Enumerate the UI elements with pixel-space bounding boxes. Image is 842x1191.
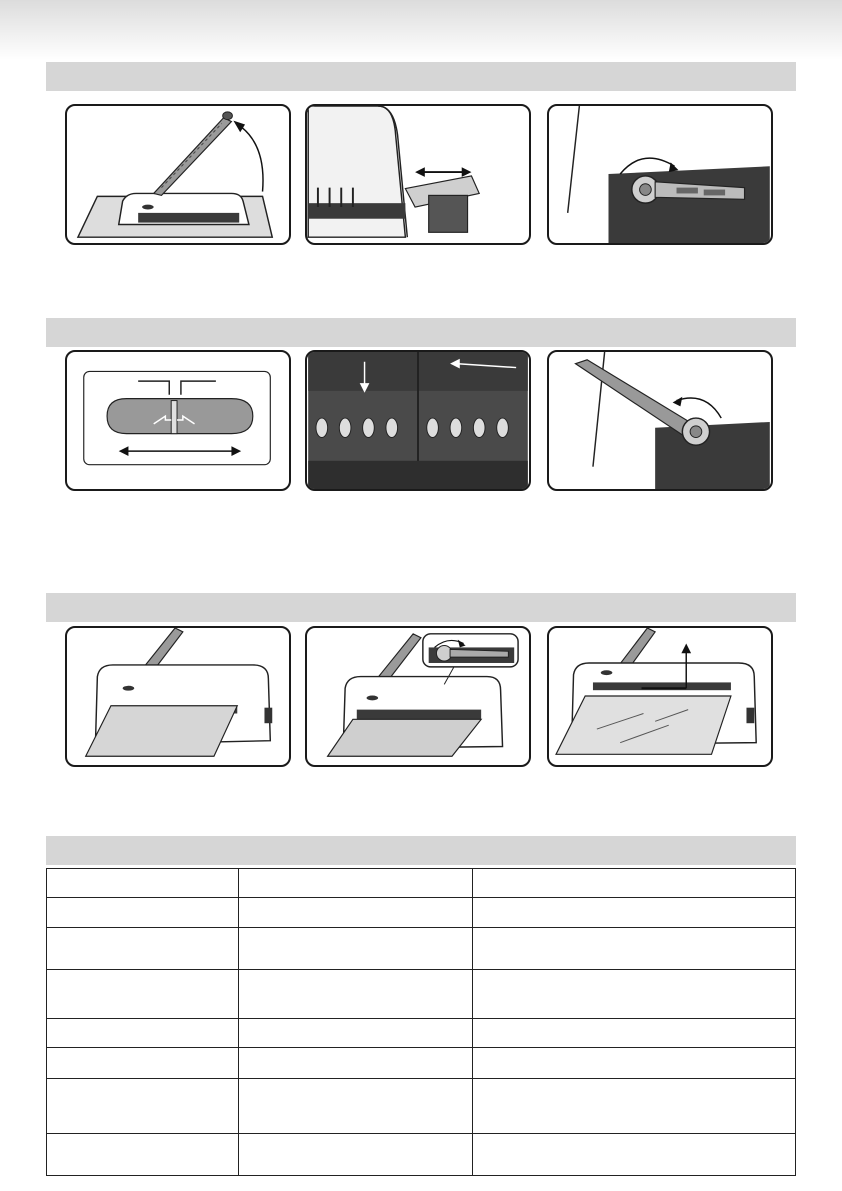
table-cell bbox=[238, 1019, 473, 1048]
table-row bbox=[47, 869, 796, 898]
section-bar-2 bbox=[46, 318, 796, 347]
table-row bbox=[47, 1048, 796, 1079]
table-row bbox=[47, 928, 796, 970]
illustration-close-lever bbox=[547, 350, 773, 491]
table-cell bbox=[238, 869, 473, 898]
section-bar-1 bbox=[46, 62, 796, 91]
illustration-punch-sheet bbox=[305, 626, 531, 767]
table-cell bbox=[47, 1079, 239, 1134]
illustration-open-handle bbox=[65, 104, 291, 245]
table-cell bbox=[473, 928, 796, 970]
header-gradient bbox=[0, 0, 842, 60]
table-cell bbox=[473, 1079, 796, 1134]
table-cell bbox=[238, 928, 473, 970]
table-cell bbox=[47, 898, 239, 928]
table-row bbox=[47, 898, 796, 928]
table-cell bbox=[238, 898, 473, 928]
table-row bbox=[47, 1134, 796, 1176]
table-cell bbox=[473, 869, 796, 898]
illustration-adjust-guide bbox=[305, 104, 531, 245]
table-cell bbox=[47, 1134, 239, 1176]
table-row bbox=[47, 1019, 796, 1048]
illustration-insert-paper bbox=[305, 350, 531, 491]
table-cell bbox=[473, 1134, 796, 1176]
table-cell bbox=[238, 1134, 473, 1176]
table-cell bbox=[47, 1048, 239, 1079]
table-cell bbox=[47, 970, 239, 1019]
table-cell bbox=[473, 898, 796, 928]
table-cell bbox=[47, 1019, 239, 1048]
specifications-table bbox=[46, 868, 796, 1176]
table-cell bbox=[47, 869, 239, 898]
table-cell bbox=[473, 1019, 796, 1048]
section-bar-4 bbox=[46, 836, 796, 865]
illustration-size-dial bbox=[65, 350, 291, 491]
table-row bbox=[47, 1079, 796, 1134]
illustration-remove-sheet bbox=[547, 626, 773, 767]
table-cell bbox=[238, 1079, 473, 1134]
illustration-load-sheet bbox=[65, 626, 291, 767]
table-cell bbox=[473, 1048, 796, 1079]
section-bar-3 bbox=[46, 593, 796, 622]
table-cell bbox=[238, 1048, 473, 1079]
illustration-turn-lever bbox=[547, 104, 773, 245]
table-cell bbox=[238, 970, 473, 1019]
table-row bbox=[47, 970, 796, 1019]
table-cell bbox=[47, 928, 239, 970]
table-cell bbox=[473, 970, 796, 1019]
